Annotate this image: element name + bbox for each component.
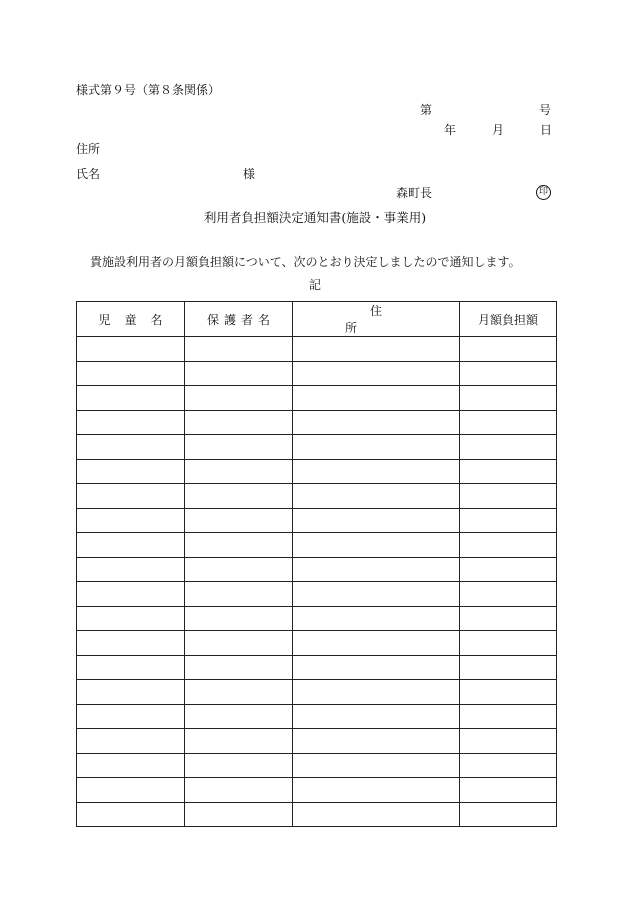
- table-cell[interactable]: [460, 631, 557, 656]
- table-row: [77, 337, 557, 362]
- table-row: [77, 533, 557, 558]
- table-cell[interactable]: [185, 337, 293, 362]
- form-number: 様式第９号（第８条関係）: [76, 83, 221, 97]
- table-cell[interactable]: [460, 533, 557, 558]
- document-number-suffix: 号: [539, 103, 552, 117]
- table-cell[interactable]: [185, 802, 293, 827]
- table-cell[interactable]: [293, 704, 460, 729]
- table-cell[interactable]: [460, 386, 557, 411]
- table-row: [77, 557, 557, 582]
- table-cell[interactable]: [185, 680, 293, 705]
- table-cell[interactable]: [185, 704, 293, 729]
- table-cell[interactable]: [185, 557, 293, 582]
- table-row: [77, 778, 557, 803]
- table-cell[interactable]: [77, 459, 185, 484]
- ki-marker: 記: [308, 278, 321, 292]
- table-cell[interactable]: [77, 753, 185, 778]
- table-cell[interactable]: [460, 508, 557, 533]
- records-table: [76, 301, 557, 827]
- header-child-name: 児童名: [77, 302, 185, 337]
- table-cell[interactable]: [460, 410, 557, 435]
- table-cell[interactable]: [77, 435, 185, 460]
- table-cell[interactable]: [293, 459, 460, 484]
- table-row: [77, 459, 557, 484]
- table-row: [77, 753, 557, 778]
- table-cell[interactable]: [185, 778, 293, 803]
- issuer-title: 森町長: [396, 186, 433, 200]
- table-cell[interactable]: [185, 459, 293, 484]
- table-cell[interactable]: [293, 582, 460, 607]
- table-row: [77, 361, 557, 386]
- table-cell[interactable]: [77, 680, 185, 705]
- table-cell[interactable]: [77, 484, 185, 509]
- table-row: [77, 729, 557, 754]
- table-cell[interactable]: [77, 606, 185, 631]
- table-row: [77, 410, 557, 435]
- header-address: 住所: [293, 302, 460, 337]
- name-label: 氏名: [76, 167, 101, 181]
- honorific: 様: [243, 167, 256, 181]
- table-cell[interactable]: [77, 704, 185, 729]
- table-cell[interactable]: [77, 631, 185, 656]
- table-cell[interactable]: [77, 655, 185, 680]
- table-row: [77, 484, 557, 509]
- table-cell[interactable]: [460, 704, 557, 729]
- table-cell[interactable]: [293, 508, 460, 533]
- table-cell[interactable]: [293, 778, 460, 803]
- document-title: 利用者負担額決定通知書(施設・事業用): [203, 210, 427, 225]
- table-cell[interactable]: [460, 802, 557, 827]
- table-cell[interactable]: [185, 655, 293, 680]
- table-header-row: [77, 302, 557, 337]
- table-cell[interactable]: [293, 484, 460, 509]
- table-cell[interactable]: [185, 533, 293, 558]
- table-cell[interactable]: [460, 753, 557, 778]
- table-cell[interactable]: [185, 729, 293, 754]
- table-cell[interactable]: [293, 533, 460, 558]
- table-cell[interactable]: [185, 508, 293, 533]
- table-cell[interactable]: [293, 361, 460, 386]
- table-cell[interactable]: [185, 753, 293, 778]
- table-cell[interactable]: [293, 337, 460, 362]
- table-cell[interactable]: [77, 508, 185, 533]
- seal-stamp: 印: [536, 185, 551, 200]
- table-cell[interactable]: [185, 361, 293, 386]
- table-cell[interactable]: [460, 361, 557, 386]
- table-cell[interactable]: [460, 484, 557, 509]
- table-cell[interactable]: [293, 680, 460, 705]
- table-row: [77, 606, 557, 631]
- table-cell[interactable]: [293, 386, 460, 411]
- table-row: [77, 435, 557, 460]
- table-cell[interactable]: [460, 435, 557, 460]
- table-cell[interactable]: [77, 337, 185, 362]
- table-cell[interactable]: [460, 655, 557, 680]
- table-cell[interactable]: [77, 410, 185, 435]
- table-cell[interactable]: [460, 778, 557, 803]
- table-cell[interactable]: [293, 729, 460, 754]
- table-row: [77, 582, 557, 607]
- table-cell[interactable]: [293, 557, 460, 582]
- table-cell[interactable]: [185, 484, 293, 509]
- table-cell[interactable]: [77, 582, 185, 607]
- table-cell[interactable]: [185, 435, 293, 460]
- table-row: [77, 704, 557, 729]
- table-cell[interactable]: [293, 753, 460, 778]
- date-year-label: 年: [444, 123, 457, 137]
- table-cell[interactable]: [460, 729, 557, 754]
- table-row: [77, 386, 557, 411]
- table-cell[interactable]: [77, 729, 185, 754]
- table-cell[interactable]: [460, 582, 557, 607]
- table-row: [77, 655, 557, 680]
- table-cell[interactable]: [460, 337, 557, 362]
- date-month-label: 月: [492, 123, 505, 137]
- table-cell[interactable]: [293, 435, 460, 460]
- table-row: [77, 802, 557, 827]
- table-cell[interactable]: [293, 802, 460, 827]
- table-cell[interactable]: [185, 606, 293, 631]
- table-cell[interactable]: [77, 557, 185, 582]
- table-cell[interactable]: [460, 459, 557, 484]
- table-cell[interactable]: [185, 631, 293, 656]
- table-cell[interactable]: [77, 778, 185, 803]
- table-row: [77, 680, 557, 705]
- table-cell[interactable]: [77, 386, 185, 411]
- table-cell[interactable]: [460, 680, 557, 705]
- header-monthly-charge: 月額負担額: [460, 302, 557, 337]
- header-guardian-name: 保護者名: [185, 302, 293, 337]
- table-row: [77, 508, 557, 533]
- document-number-prefix: 第: [420, 103, 433, 117]
- records-body: [77, 337, 557, 827]
- document-body: 貴施設利用者の月額負担額について、次のとおり決定しましたので通知します。: [90, 255, 521, 269]
- table-cell[interactable]: [293, 631, 460, 656]
- table-cell[interactable]: [77, 802, 185, 827]
- table-cell[interactable]: [185, 582, 293, 607]
- table-cell[interactable]: [293, 655, 460, 680]
- table-cell[interactable]: [293, 606, 460, 631]
- table-cell[interactable]: [77, 361, 185, 386]
- table-row: [77, 631, 557, 656]
- date-day-label: 日: [540, 123, 553, 137]
- table-cell[interactable]: [293, 410, 460, 435]
- address-label: 住所: [76, 142, 101, 156]
- table-cell[interactable]: [185, 386, 293, 411]
- table-cell[interactable]: [185, 410, 293, 435]
- table-cell[interactable]: [460, 557, 557, 582]
- table-cell[interactable]: [460, 606, 557, 631]
- table-cell[interactable]: [77, 533, 185, 558]
